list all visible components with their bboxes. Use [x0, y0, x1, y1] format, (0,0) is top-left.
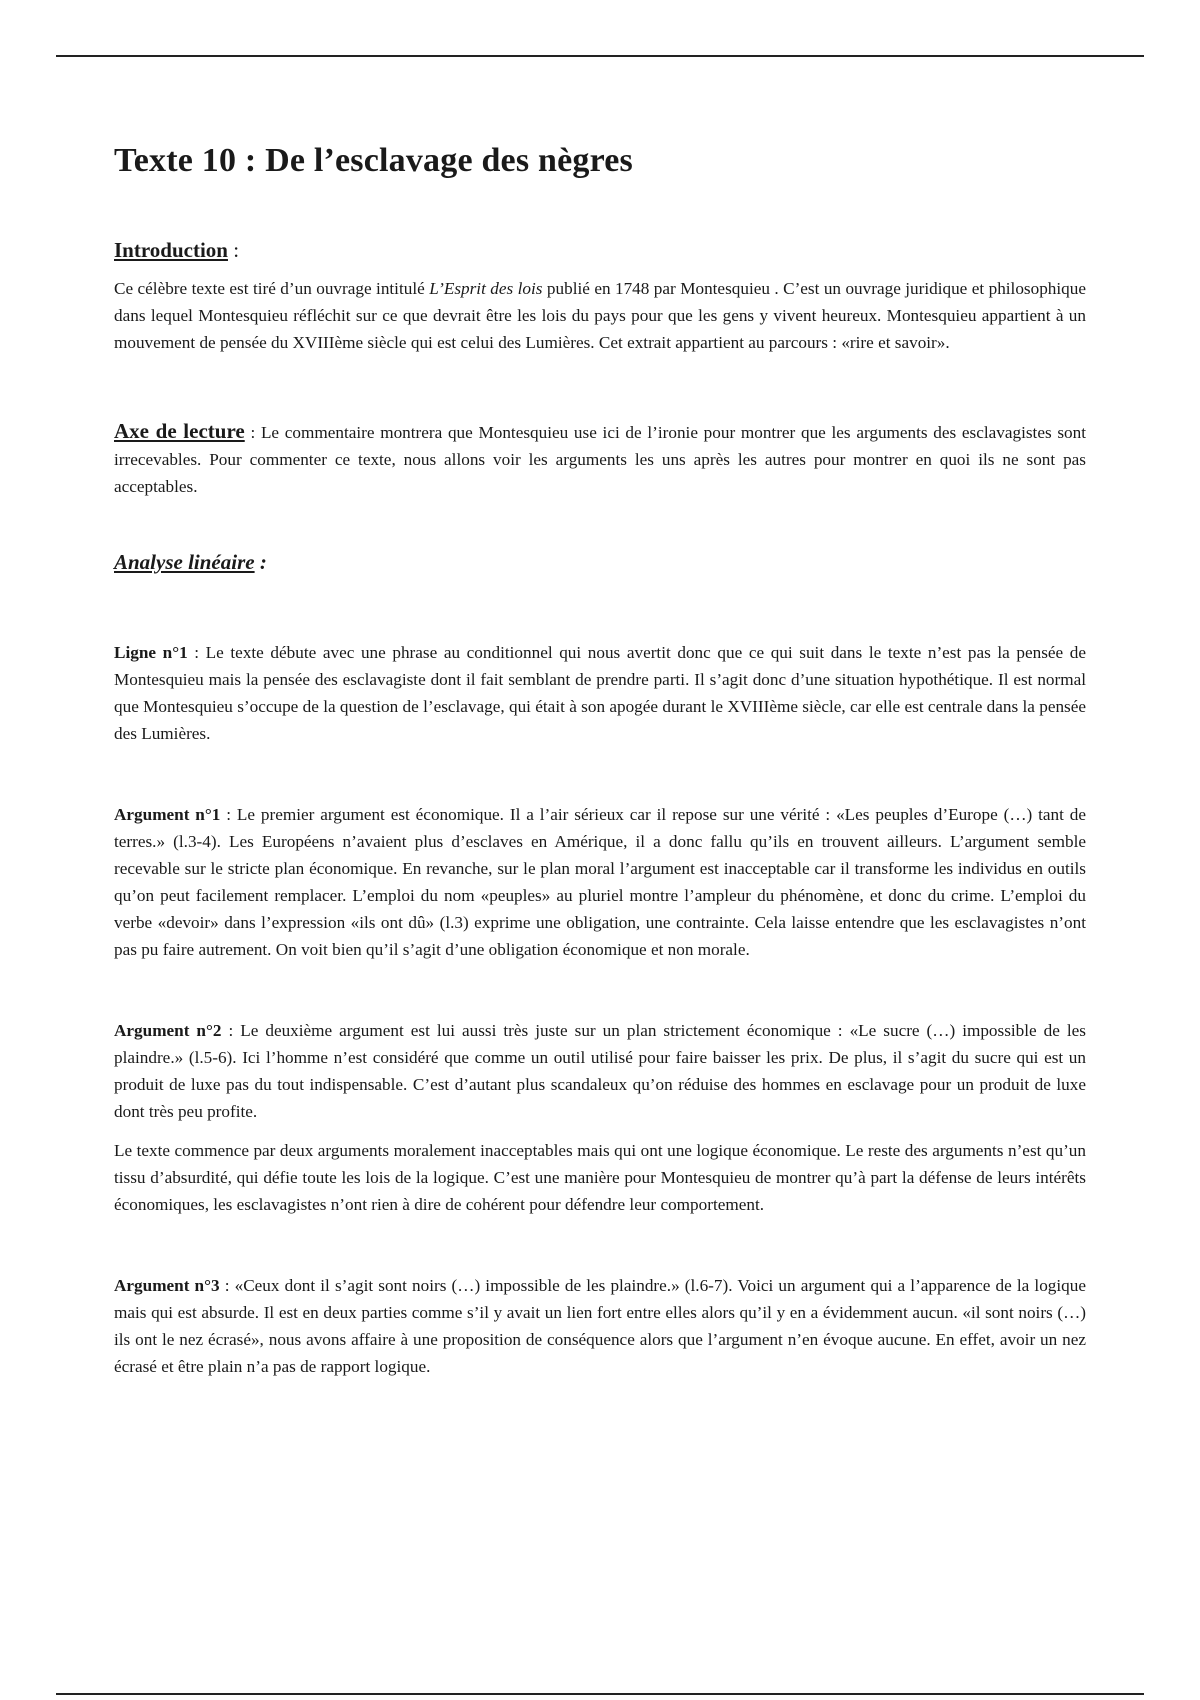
axe-de-lecture-paragraph: Axe de lecture : Le commentaire montrera que Montesquieu use ici de l’ironie pour montrer que les arguments des esclavagistes sont irrecevables. Pour commenter ce texte, nous allons voir les arguments les uns après les autres pour montrer en quoi ils ne sont pas acceptables.: [114, 419, 1087, 496]
introduction-paragraph: Ce célèbre texte est tiré d’un ouvrage intitulé L’Esprit des lois publié en 1748 par Montesquieu . C’est un ouvrage juridique et philosophique dans lequel Montesquieu réfléchit sur ce que devrait être les lois du pays pour que les gens y vivent heureux. Montesquieu appartient à un mouvement de pensée du XVIIIème siècle qui est celui des Lumières. Cet extrait appartient au parcours : «rire et savoir».: [114, 279, 1086, 352]
section-argument-1: Argument n°1 : Le premier argument est économique. Il a l’air sérieux car il repose sur une vérité : «Les peuples d’Europe (…) tant de terres.» (l.3-4). Les Européens n’avaient plus d’esclaves en Amérique, il a donc fallu qu’ils en trouvent ailleurs. L’argument semble recevable sur le stricte plan économique. En revanche, sur le plan moral l’argument est inacceptable car il transforme les individus en outils qu’on peut facilement remplacer. L’emploi du nom «peuples» au pluriel montre l’ampleur du phénomène, et donc du crime. L’emploi du verbe «devoir» dans l’expression «ils ont dû» (l.3) exprime une obligation, une contrainte. Cela laisse entendre que les esclavagistes n’ont pas pu faire autrement. On voit bien qu’il s’agit d’une obligation économique et non morale.: [114, 805, 1086, 959]
transition-paragraph: Le texte commence par deux arguments moralement inacceptables mais qui ont une logique économique. Le reste des arguments n’est qu’un tissu d’absurdité, qui défie toute les lois de la logique. C’est une manière pour Montesquieu de montrer qu’à part la défense de leurs intérêts économiques, les esclavagistes n’ont rien à dire de cohérent pour défendre leur comportement.: [114, 1141, 1086, 1214]
page-title: Texte 10 : De l’esclavage des nègres: [114, 142, 633, 179]
section-argument-3: Argument n°3 : «Ceux dont il s’agit sont noirs (…) impossible de les plaindre.» (l.6-7). Voici un argument qui a l’apparence de la logique mais qui est absurde. Il est en deux parties comme s’il y avait un lien fort entre elles alors qu’il y en a évidemment aucun. «il sont noirs (…) ils ont le nez écrasé», nous avons affaire à une proposition de conséquence alors que l’argument n’en évoque aucune. En effet, avoir un nez écrasé et être plain n’a pas de rapport logique.: [114, 1276, 1086, 1376]
axe-de-lecture-heading: Axe de lecture: [114, 419, 245, 443]
section-argument-2: Argument n°2 : Le deuxième argument est lui aussi très juste sur un plan strictement économique : «Le sucre (…) impossible de les plaindre.» (l.5-6). Ici l’homme n’est considéré que comme un outil utilisé pour faire baisser les prix. De plus, il s’agit du sucre qui est un produit de luxe pas du tout indispensable. C’est d’autant plus scandaleux qu’on réduise des hommes en esclavage pour un produit de luxe dont très peu profite.: [114, 1021, 1086, 1121]
introduction-heading: Introduction :: [114, 238, 240, 262]
book-title: L’Esprit des lois: [429, 279, 543, 298]
analyse-heading: Analyse linéaire :: [114, 550, 267, 574]
top-rule: [56, 55, 1144, 57]
bottom-rule: [56, 1693, 1144, 1695]
section-ligne-1: Ligne n°1 : Le texte débute avec une phrase au conditionnel qui nous avertit donc que ce qui suit dans le texte n’est pas la pensée de Montesquieu mais la pensée des esclavagiste dont il fait semblant de prendre parti. Il s’agit donc d’une situation hypothétique. Il est normal que Montesquieu s’occupe de la question de l’esclavage, qui était à son apogée durant le XVIIIème siècle, car elle est centrale dans la pensée des Lumières.: [114, 643, 1087, 743]
document-body: [114, 130, 1086, 1380]
